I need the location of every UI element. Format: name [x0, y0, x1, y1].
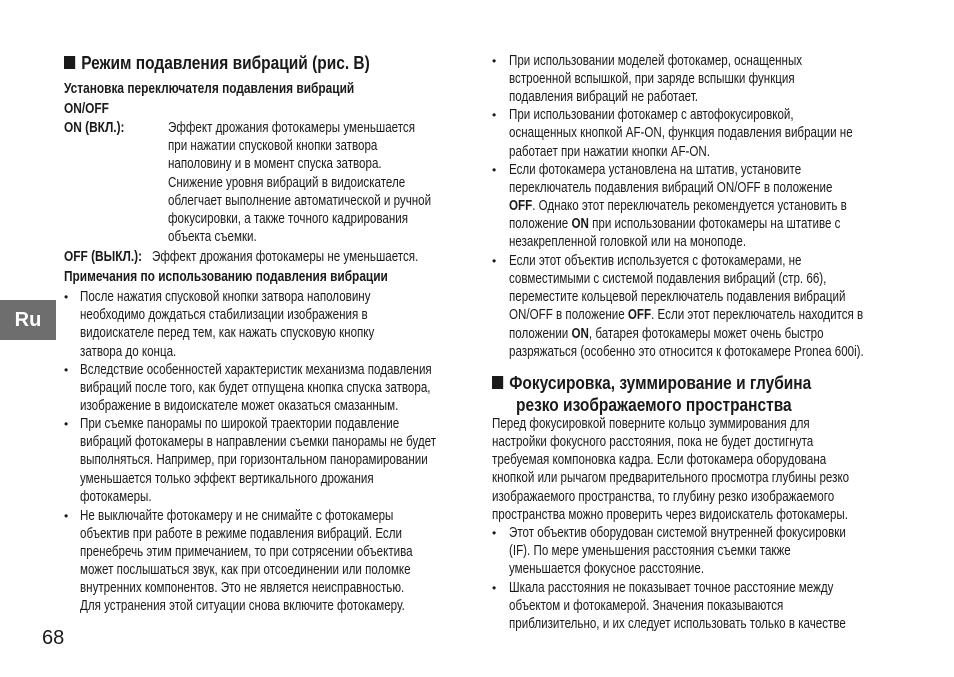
note-line: может послышаться звук, как при отсоединении или поломке: [80, 562, 411, 578]
note-line: При использовании моделей фотокамер, оснащенных: [509, 53, 803, 69]
bullet-dot: •: [64, 363, 69, 377]
note-line: Вследствие особенностей характеристик механизма подавления: [80, 362, 432, 378]
section-title-focus: [492, 373, 811, 393]
paragraph-line: Перед фокусировкой поверните кольцо зуммирования для: [492, 416, 810, 432]
note-line: внутренних компонентов. Это не является неисправностью.: [80, 580, 405, 596]
bullet-dot: •: [64, 290, 69, 304]
on-term: ON (ВКЛ.):: [64, 120, 125, 136]
note-line: [509, 215, 840, 233]
note-line: вибраций после того, как будет отпущена кнопка спуска затвора,: [80, 380, 431, 396]
note-line: видоискателе перед тем, как нажать спусковую кнопку: [80, 325, 375, 341]
line-text: , батарея фотокамеры может очень быстро: [588, 326, 824, 342]
square-bullet-icon: [492, 376, 503, 389]
on-desc-line: объекта съемки.: [168, 229, 257, 245]
on-desc-line: фокусировки, а также точного кадрирования: [168, 211, 408, 227]
section-title-vr: [64, 53, 370, 73]
bold-off: OFF: [627, 307, 652, 323]
note-line: уменьшается только эффект вертикального дрожания: [80, 471, 374, 487]
square-bullet-icon: [64, 56, 75, 69]
paragraph-line: требуемая компоновка кадра. Если фотокамера оборудована: [492, 452, 827, 468]
paragraph-line: кнопкой или рычагом предварительного просмотра глубины резко: [492, 470, 850, 486]
notes-title: Примечания по использованию подавления вибрации: [64, 269, 388, 285]
note-line: встроенной вспышкой, при заряде вспышки функция: [509, 71, 795, 87]
note-line: вибраций фотокамеры в направлении съемки панорамы не будет: [80, 434, 437, 450]
line-text: ON/OFF в положение: [509, 307, 628, 323]
note-line: объектом и фотокамерой. Значения показываются: [509, 598, 784, 614]
note-line: переключатель подавления вибраций ON/OFF в положение: [509, 180, 833, 196]
page-number: 68: [42, 627, 65, 649]
line-text: . Однако этот переключатель рекомендуется установить в: [532, 198, 847, 214]
note-line: выполняться. Например, при горизонтальном панорамировании: [80, 452, 428, 468]
bullet-dot: •: [492, 54, 497, 68]
note-line: Если этот объектив используется с фотокамерами, не: [509, 253, 802, 269]
on-desc-line: облегчает выполнение автоматической и ручной: [168, 193, 432, 209]
note-line: переместите кольцевой переключатель подавления вибраций: [509, 289, 846, 305]
subtitle-switch: Установка переключателя подавления вибраций: [64, 81, 355, 97]
note-line: Не выключайте фотокамеру и не снимайте с фотокамеры: [80, 508, 394, 524]
note-line: оснащенных кнопкой AF-ON, функция подавления вибрации не: [509, 125, 853, 141]
note-line: совместимыми с системой подавления вибраций (стр. 66),: [509, 271, 827, 287]
bold-on: ON: [571, 216, 589, 232]
bullet-dot: •: [64, 417, 69, 431]
bullet-dot: •: [492, 108, 497, 122]
note-line: подавления вибраций не работает.: [509, 89, 698, 105]
note-line: приблизительно, и их следует использовать только в качестве: [509, 616, 846, 632]
bullet-dot: •: [492, 163, 497, 177]
note-line: Шкала расстояния не показывает точное расстояние между: [509, 580, 834, 596]
note-line: необходимо дождаться стабилизации изображения в: [80, 307, 368, 323]
note-line: уменьшается фокусное расстояние.: [509, 561, 705, 577]
note-line: пренебречь этим примечанием, то при сотрясении объектива: [80, 544, 413, 560]
language-tab: Ru: [0, 300, 56, 340]
paragraph-line: изображаемого пространства, то глубину резко изображаемого: [492, 489, 835, 505]
note-line: объектив при работе в режиме подавления вибраций. Если: [80, 526, 402, 542]
section-title-focus-line2: резко изображаемого пространства: [516, 395, 792, 415]
bullet-dot: •: [492, 581, 497, 595]
line-text: положении: [509, 326, 572, 342]
note-line: [509, 306, 863, 324]
bold-on: ON: [571, 326, 589, 342]
section-title-text: Фокусировка, зуммирование и глубина: [509, 373, 812, 393]
note-line: (IF). По мере уменьшения расстояния съемки также: [509, 543, 791, 559]
on-desc-line: при нажатии спусковой кнопки затвора: [168, 138, 378, 154]
note-line: [509, 325, 824, 343]
note-line: Для устранения этой ситуации снова включите фотокамеру.: [80, 598, 405, 614]
note-line: При использовании фотокамер с автофокусировкой,: [509, 107, 794, 123]
note-line: После нажатия спусковой кнопки затвора наполовину: [80, 289, 371, 305]
off-term: OFF (ВЫКЛ.):: [64, 249, 143, 265]
bullet-dot: •: [492, 526, 497, 540]
bullet-dot: •: [64, 509, 69, 523]
on-desc-line: Снижение уровня вибраций в видоискателе: [168, 175, 406, 191]
note-line: фотокамеры.: [80, 489, 152, 505]
paragraph-line: настройки фокусного расстояния, пока не будет достигнута: [492, 434, 814, 450]
bold-off: OFF: [509, 198, 533, 214]
line-text: положение: [509, 216, 572, 232]
line-text: при использовании фотокамеры на штативе с: [588, 216, 841, 232]
note-line: [509, 197, 847, 215]
subtitle-onoff: ON/OFF: [64, 101, 109, 117]
note-line: При съемке панорамы по широкой траектории подавление: [80, 416, 400, 432]
note-line: изображение в видоискателе может оказаться смазанным.: [80, 398, 399, 414]
note-line: работает при нажатии кнопки AF-ON.: [509, 144, 711, 160]
off-desc: Эффект дрожания фотокамеры не уменьшается.: [152, 249, 419, 265]
note-line: разряжаться (особенно это относится к фотокамере Pronea 600i).: [509, 344, 864, 360]
on-desc-line: Эффект дрожания фотокамеры уменьшается: [168, 120, 415, 136]
section-title-text: Режим подавления вибраций (рис. B): [81, 53, 370, 73]
line-text: . Если этот переключатель находится в: [651, 307, 864, 323]
bullet-dot: •: [492, 254, 497, 268]
note-line: незакрепленной головкой или на моноподе.: [509, 234, 747, 250]
note-line: Этот объектив оборудован системой внутренней фокусировки: [509, 525, 846, 541]
note-line: Если фотокамера установлена на штатив, установите: [509, 162, 802, 178]
note-line: затвора до конца.: [80, 344, 177, 360]
on-desc-line: наполовину и в момент спуска затвора.: [168, 156, 382, 172]
paragraph-line: пространства можно проверить через видоискатель фотокамеры.: [492, 507, 848, 523]
